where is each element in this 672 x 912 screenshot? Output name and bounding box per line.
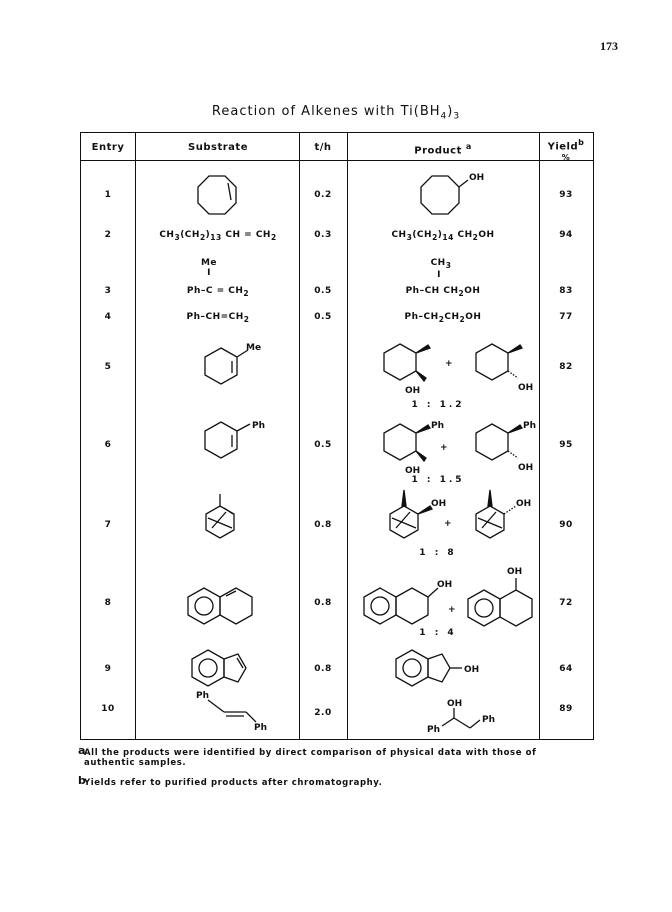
header-substrate: Substrate xyxy=(188,142,248,153)
svg-text:Ph: Ph xyxy=(196,691,210,701)
svg-text:Ph: Ph xyxy=(252,421,266,431)
time-value: 0.5 xyxy=(314,440,332,450)
product-substituent: $CH_3$ I xyxy=(430,258,452,280)
svg-text:+: + xyxy=(444,519,452,529)
indene-structure xyxy=(192,650,246,686)
svg-text:+: + xyxy=(445,359,453,369)
time-value: 0.3 xyxy=(314,230,332,240)
page-number: 173 xyxy=(600,39,618,53)
header-product: Product $^a$ xyxy=(414,142,472,157)
time-value: 0.5 xyxy=(314,312,332,322)
svg-text:OH: OH xyxy=(464,665,480,675)
cyclooctanol-structure xyxy=(421,173,484,214)
entry-number: 7 xyxy=(104,520,112,530)
time-value: 2.0 xyxy=(314,708,332,718)
entry-number: 4 xyxy=(104,312,112,322)
svg-text:Ph: Ph xyxy=(254,723,268,733)
time-value: 0.2 xyxy=(314,190,332,200)
time-value: 0.8 xyxy=(314,520,332,530)
cyclooctene-structure xyxy=(198,176,236,214)
svg-text:Ph: Ph xyxy=(431,421,445,431)
header-entry: Entry xyxy=(91,142,125,153)
phenylcyclohexene-structure xyxy=(205,421,265,458)
svg-text:Ph: Ph xyxy=(523,421,537,431)
yield-value: 93 xyxy=(559,190,573,200)
substrate-formula: $CH_3(CH_2)_{13}$ CH = $CH_2$ xyxy=(159,230,277,242)
dihydronaphthalene-structure xyxy=(188,588,252,624)
svg-text:OH: OH xyxy=(431,499,447,509)
svg-text:OH: OH xyxy=(405,386,421,396)
svg-text:+: + xyxy=(448,605,456,615)
svg-text:OH: OH xyxy=(405,466,421,476)
entry-number: 2 xyxy=(104,230,112,240)
svg-text:Me: Me xyxy=(246,343,262,353)
header-yield: Yield$^b$ % xyxy=(547,138,585,163)
isomer-ratio: 1 : 1.2 xyxy=(411,400,465,410)
substrate-substituent: Me I xyxy=(200,258,218,278)
header-time: t/h xyxy=(314,142,332,153)
substrate-formula: $Ph-CH=CH_2$ xyxy=(186,312,250,324)
footnote-a: a All the products were identified by direct comparison of physical data with those of authentic samples. xyxy=(78,744,537,768)
yield-value: 64 xyxy=(559,664,573,674)
time-value: 0.5 xyxy=(314,286,332,296)
methylcyclohexene-structure xyxy=(205,343,261,384)
product-formula: $CH_3(CH_2)_{14}$ $CH_2OH$ xyxy=(391,230,495,242)
yield-value: 82 xyxy=(559,362,573,372)
yield-value: 89 xyxy=(559,704,573,714)
yield-value: 90 xyxy=(559,520,573,530)
phenylcyclohexanol-cis-structure xyxy=(384,421,444,476)
svg-text:OH: OH xyxy=(469,173,485,183)
svg-text:OH: OH xyxy=(447,699,463,709)
indanol-structure xyxy=(396,650,479,686)
methylcyclohexanol-trans-structure xyxy=(476,344,533,393)
entry-number: 3 xyxy=(104,286,112,296)
entry-number: 10 xyxy=(101,704,115,714)
yield-value: 72 xyxy=(559,598,573,608)
isomer-ratio: 1 : 4 xyxy=(419,628,457,638)
pinanol-cis-structure xyxy=(390,490,446,538)
svg-text:OH: OH xyxy=(516,499,532,509)
isomer-ratio: 1 : 1.5 xyxy=(411,475,465,485)
product-formula: Ph–CH $CH_2OH$ xyxy=(405,286,481,298)
entry-number: 8 xyxy=(104,598,112,608)
yield-value: 77 xyxy=(559,312,573,322)
stilbene-structure xyxy=(196,691,267,733)
tetralol-2-structure xyxy=(364,580,452,624)
svg-text:+: + xyxy=(440,443,448,453)
isomer-ratio: 1 : 8 xyxy=(419,548,457,558)
methylcyclohexanol-cis-structure xyxy=(384,344,430,396)
svg-text:Ph: Ph xyxy=(427,725,441,735)
entry-number: 9 xyxy=(104,664,112,674)
yield-value: 83 xyxy=(559,286,573,296)
svg-text:OH: OH xyxy=(518,463,534,473)
substrate-formula: $Ph-C = CH_2$ xyxy=(186,286,250,298)
entry-number: 1 xyxy=(104,190,112,200)
svg-text:OH: OH xyxy=(507,567,523,577)
entry-number: 6 xyxy=(104,440,112,450)
svg-text:OH: OH xyxy=(518,383,534,393)
yield-value: 95 xyxy=(559,440,573,450)
entry-number: 5 xyxy=(104,362,112,372)
diphenylethanol-structure xyxy=(427,699,495,735)
phenylcyclohexanol-trans-structure xyxy=(476,421,536,473)
time-value: 0.8 xyxy=(314,664,332,674)
tetralol-1-structure xyxy=(468,567,532,626)
time-value: 0.8 xyxy=(314,598,332,608)
pinanol-trans-structure xyxy=(476,490,531,538)
svg-text:OH: OH xyxy=(437,580,453,590)
table-title: Reaction of Alkenes with $Ti(BH_4)_3$ xyxy=(211,104,461,122)
yield-value: 94 xyxy=(559,230,573,240)
footnote-b: b Yields refer to purified products after chromatography. xyxy=(78,774,383,788)
product-formula: $Ph-CH_2CH_2OH$ xyxy=(404,312,482,324)
pinene-structure xyxy=(206,494,234,538)
svg-text:Ph: Ph xyxy=(482,715,496,725)
